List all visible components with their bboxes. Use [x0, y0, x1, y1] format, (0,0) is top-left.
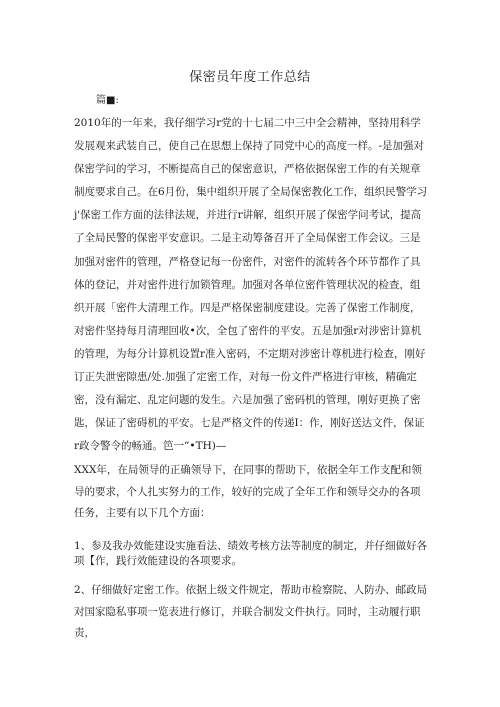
list-item-1: 1、参及我办效能建设实施看法、绩效考核方法等制度的制定，并仔细做好各项【作，践行效能建设的各项要求。 [74, 540, 428, 567]
body-paragraph-2: XXX年，在局领导的正确领导下，在同事的帮助下，依据全年工作支配和领导的要求，个人扎实努力的工作，较好的完成了全年工作和领导交办的各项任务，主要有以下几个方面： [74, 464, 422, 519]
list-item-2: 2、仔细做好定密工作。依据上级文件规定，帮助市检察院、人防办、邮政局对国家隐私事项一览表进行修订，并联合制发文件执行。同时，主动履行职责， [74, 584, 428, 639]
document-title: 保密员年度工作总结 [189, 70, 311, 85]
section-label: 篇■: [96, 95, 119, 106]
body-paragraph-1: 2010年的一年来，我仔细学习r党的十七届二中三中全会精神，坚持用科学发展观来武装自己，使自己在思想上保持了同党中心的高度一样。-是加强对保密学问的学习，不断提高自己的保密意识，严格依据保密工作的有关规章制度要求自己。在6月份，集中组织开展了全局保密教化工作，组织民警学习j'保密工作方面的法律法规，并进行r讲解，组织开展了保密学问考试，提高了全局民警的保密平安意识。二是主动筹备召开了全局保密工作会议。三是加强对密件的管理，严格登记每一份密件，对密件的流转各个环节都作了具体的登记，并对密件进行加锁管理。加强对各单位密件管理状况的检查，组织开展「密件大清理工作。四是严格保密制度建设。完善了保密工作制度，对密件坚持每月清理回收•次，全包了密件的平安。五是加强r对涉密计算机的管理，为每分计算机设置r准入密码，不定期对涉密计尊机进行检查，刚好订正失泄密隙患/处.加强了定密工作，对每一份文件严格进行审核，精确定密，没有漏定、乱定问题的发生。六是加强了密码机的管理，刚好更换了密匙，保证了密碍机的平安。七是严格文件的传递I：作，刚好送达文件，保证r政令警令的畅通。笆一”•TH)— [74, 117, 428, 453]
